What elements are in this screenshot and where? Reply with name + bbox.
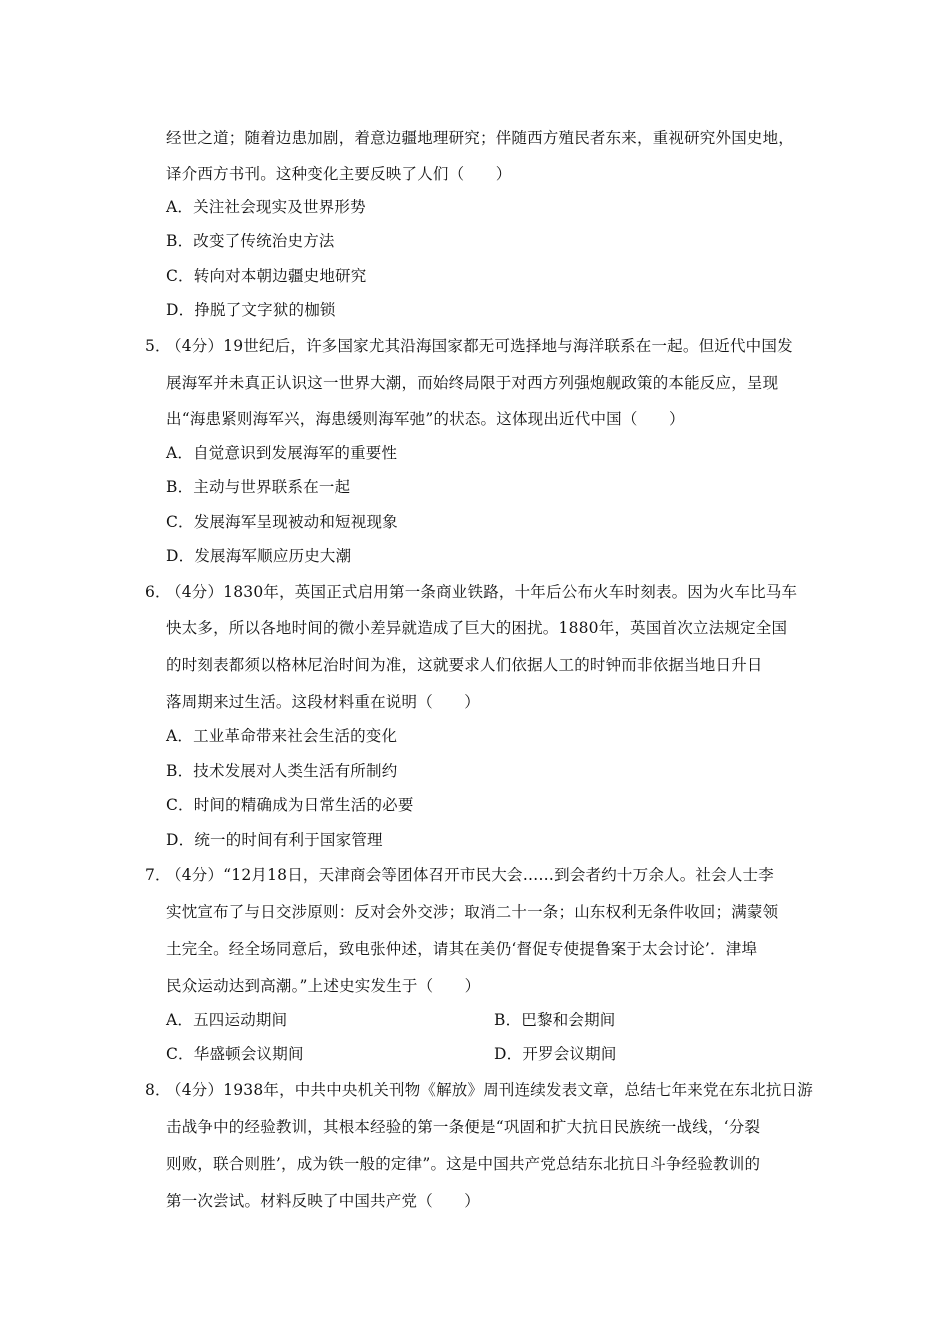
q5-option-a: A．自觉意识到发展海军的重要性 xyxy=(166,444,398,462)
q5-stem-line-3: 出“海患紧则海军兴，海患缓则海军弛”的状态。这体现出近代中国（ ） xyxy=(166,410,685,428)
q8-stem-line-2: 击战争中的经验教训，其根本经验的第一条便是“巩固和扩大抗日民族统一战线，‘分裂 xyxy=(166,1118,761,1136)
q4-option-b: B．改变了传统治史方法 xyxy=(166,232,335,250)
q5-stem-line-2: 展海军并未真正认识这一世界大潮，而始终局限于对西方列强炮舰政策的本能反应，呈现 xyxy=(166,374,779,392)
q8-number: 8． xyxy=(145,1081,171,1099)
q5-option-b: B．主动与世界联系在一起 xyxy=(166,478,351,496)
q6-option-c: C．时间的精确成为日常生活的必要 xyxy=(166,796,414,814)
q6-option-b: B．技术发展对人类生活有所制约 xyxy=(166,762,398,780)
q4-stem-line-1: 经世之道；随着边患加剧，着意边疆地理研究；伴随西方殖民者东来，重视研究外国史地， xyxy=(166,129,795,147)
q7-option-d: D．开罗会议期间 xyxy=(494,1045,617,1063)
q5-option-d: D．发展海军顺应历史大潮 xyxy=(166,547,352,565)
q6-stem-line-3: 的时刻表都须以格林尼治时间为准，这就要求人们依据人工的时钟而非依据当地日升日 xyxy=(166,656,763,674)
q7-stem-line-2: 实忱宣布了与日交涉原则：反对会外交涉；取消二十一条；山东权利无条件收回；满蒙领 xyxy=(166,903,779,921)
q6-stem-line-4: 落周期来过生活。这段材料重在说明（ ） xyxy=(166,693,481,711)
q5-stem-line-1: （4分）19世纪后，许多国家尤其沿海国家都无可选择地与海洋联系在一起。但近代中国发 xyxy=(166,337,793,355)
q8-stem-line-3: 则败，联合则胜’，成为铁一般的定律”。这是中国共产党总结东北抗日斗争经验教训的 xyxy=(166,1155,761,1173)
q7-stem-line-1: （4分）“12月18日，天津商会等团体召开市民大会……到会者约十万余人。社会人士李 xyxy=(166,866,774,884)
q6-option-a: A．工业革命带来社会生活的变化 xyxy=(166,727,398,745)
q4-option-d: D．挣脱了文字狱的枷锁 xyxy=(166,301,336,319)
q4-stem-line-2: 译介西方书刊。这种变化主要反映了人们（ ） xyxy=(166,165,512,183)
q7-option-c: C．华盛顿会议期间 xyxy=(166,1045,304,1063)
q7-stem-line-3: 土完全。经全场同意后，致电张仲述，请其在美仍‘督促专使提鲁案于太会讨论’．津埠 xyxy=(166,940,758,958)
q5-number: 5． xyxy=(145,337,171,355)
q7-number: 7． xyxy=(145,866,171,884)
q8-stem-line-1: （4分）1938年，中共中央机关刊物《解放》周刊连续发表文章，总结七年来党在东北抗日游 xyxy=(166,1081,813,1099)
q6-stem-line-1: （4分）1830年，英国正式启用第一条商业铁路，十年后公布火车时刻表。因为火车比马车 xyxy=(166,583,798,601)
q7-option-b: B．巴黎和会期间 xyxy=(494,1011,616,1029)
q6-option-d: D．统一的时间有利于国家管理 xyxy=(166,831,383,849)
q6-stem-line-2: 快太多，所以各地时间的微小差异就造成了巨大的困扰。1880年，英国首次立法规定全国 xyxy=(166,619,788,637)
q8-stem-line-4: 第一次尝试。材料反映了中国共产党（ ） xyxy=(166,1192,481,1210)
q4-option-a: A．关注社会现实及世界形势 xyxy=(166,198,366,216)
q7-stem-line-4: 民众运动达到高潮。”上述史实发生于（ ） xyxy=(166,977,481,995)
q6-number: 6． xyxy=(145,583,171,601)
q7-option-a: A．五四运动期间 xyxy=(166,1011,288,1029)
q5-option-c: C．发展海军呈现被动和短视现象 xyxy=(166,513,398,531)
q4-option-c: C．转向对本朝边疆史地研究 xyxy=(166,267,367,285)
